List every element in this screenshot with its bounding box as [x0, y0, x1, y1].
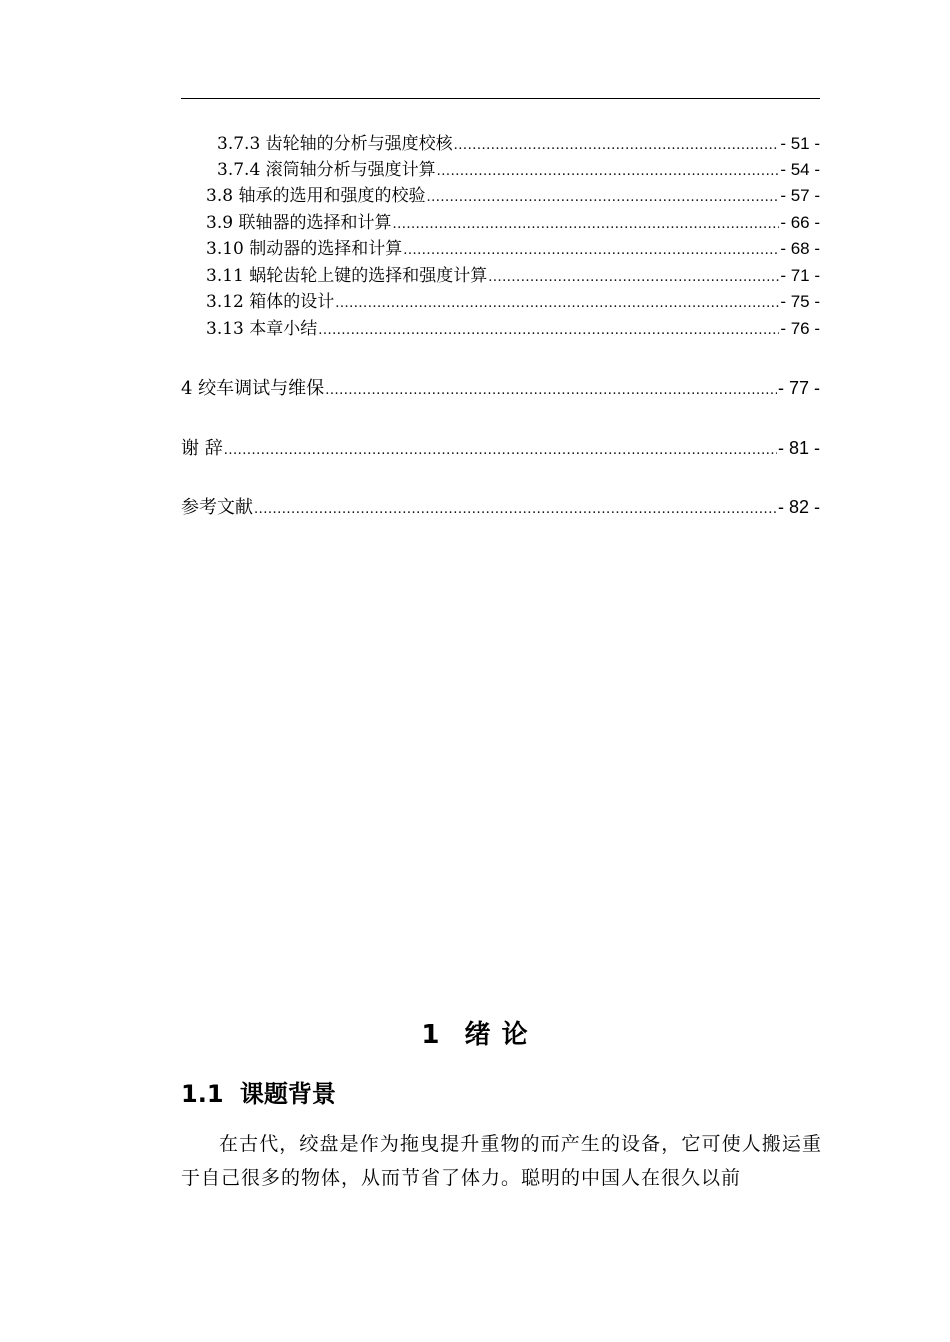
- toc-entry-label: 3.12 箱体的设计: [206, 292, 335, 312]
- toc-entry-label: 3.7.3 齿轮轴的分析与强度校核: [217, 134, 453, 154]
- toc-entry[interactable]: [181, 496, 820, 521]
- toc-entry-page: - 77 -: [777, 378, 820, 398]
- chapter-number: 1: [421, 1020, 441, 1050]
- header-rule: [181, 98, 820, 99]
- toc-entry[interactable]: [181, 437, 820, 462]
- toc-leader-dots: [318, 320, 779, 342]
- toc-entry-label: 3.8 轴承的选用和强度的校验: [206, 186, 426, 206]
- toc-entry-page: - 51 -: [780, 134, 820, 153]
- toc-entry[interactable]: [206, 212, 820, 236]
- toc-entry-page: - 57 -: [780, 186, 820, 205]
- toc-entry[interactable]: [206, 265, 820, 289]
- chapter-title: 绪 论: [464, 1020, 529, 1050]
- toc-entry[interactable]: [206, 291, 820, 315]
- toc-entry-label: 3.9 联轴器的选择和计算: [206, 213, 392, 233]
- toc-entry-label: 参考文献: [181, 497, 253, 518]
- toc-entry[interactable]: [206, 185, 820, 209]
- toc-entry-label: 谢 辞: [181, 438, 223, 459]
- toc-leader-dots: [488, 267, 779, 289]
- toc-entry-page: - 81 -: [777, 438, 820, 458]
- section-heading: [181, 1074, 336, 1109]
- toc-entry-page: - 54 -: [780, 160, 820, 179]
- toc-entry-page: - 82 -: [777, 497, 820, 517]
- toc-leader-dots: [403, 240, 779, 262]
- toc-entry-page: - 75 -: [780, 292, 820, 311]
- toc-leader-dots: [454, 135, 780, 157]
- toc-entry[interactable]: [206, 238, 820, 262]
- toc-leader-dots: [325, 380, 777, 402]
- toc-entry-label: 3.13 本章小结: [206, 319, 318, 339]
- toc-leader-dots: [426, 187, 779, 209]
- toc-entry[interactable]: [217, 133, 820, 157]
- toc-entry-page: - 66 -: [780, 213, 820, 232]
- toc-entry[interactable]: [206, 318, 820, 342]
- toc-entry-label: 4 绞车调试与维保: [181, 378, 325, 399]
- toc-entry-page: - 71 -: [780, 266, 820, 285]
- toc-leader-dots: [254, 499, 777, 521]
- section-title: 课题背景: [239, 1080, 336, 1108]
- toc-entry[interactable]: [181, 377, 820, 402]
- body-paragraph: 在古代，绞盘是作为拖曳提升重物的而产生的设备，它可使人搬运重于自己很多的物体，从而节省了体力。聪明的中国人在很久以前: [181, 1133, 822, 1189]
- toc-entry[interactable]: [217, 159, 820, 183]
- toc-leader-dots: [224, 440, 777, 462]
- toc-leader-dots: [392, 214, 779, 236]
- section-number: 1.1: [181, 1080, 224, 1108]
- toc-entry-page: - 76 -: [780, 319, 820, 338]
- chapter-heading: [0, 1014, 950, 1051]
- toc-entry-label: 3.11 蜗轮齿轮上键的选择和强度计算: [206, 266, 488, 286]
- toc-entry-page: - 68 -: [780, 239, 820, 258]
- toc-entry-label: 3.10 制动器的选择和计算: [206, 239, 403, 259]
- toc-leader-dots: [335, 293, 779, 315]
- toc-leader-dots: [437, 161, 780, 183]
- toc-entry-label: 3.7.4 滚筒轴分析与强度计算: [217, 160, 436, 180]
